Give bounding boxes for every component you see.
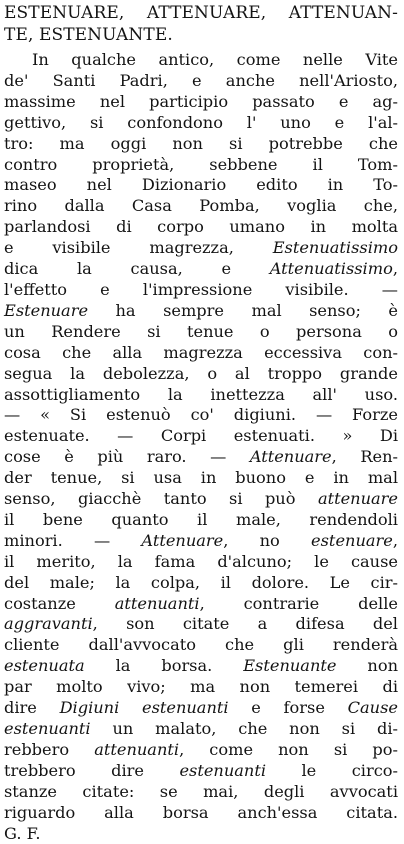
- body-text-run: gettivo, si confondono l' uno e l'al-: [4, 112, 398, 132]
- italic-term: Attenuare: [141, 530, 224, 550]
- entry-heading-line-2: TE, ESTENUANTE.: [4, 25, 173, 45]
- body-text-run: , come non si po-: [179, 739, 398, 759]
- body-line: [4, 594, 398, 615]
- body-line: [4, 322, 398, 343]
- entry-body-text: [4, 50, 398, 844]
- italic-term: attenuare: [317, 489, 398, 509]
- body-text-run: un Rendere si tenue o persona o: [4, 321, 398, 341]
- body-text-run: assottigliamento la inettezza all' uso.: [4, 384, 398, 404]
- italic-term: aggravanti: [4, 614, 93, 634]
- body-text-run: , no: [223, 530, 312, 550]
- body-text-run: rebbero: [4, 739, 95, 759]
- body-text-run: — « Si estenuò co' digiuni. — Forze: [4, 405, 398, 425]
- body-text-run: del male; la colpa, il dolore. Le cir-: [4, 572, 398, 592]
- body-text-run: massime nel participio passato e ag-: [4, 91, 398, 111]
- body-text-run: de' Santi Padri, e anche nell'Ariosto,: [4, 70, 398, 90]
- italic-term: Attenuatissimo: [269, 259, 393, 279]
- body-line: [4, 573, 398, 594]
- entry-heading: [4, 2, 398, 46]
- body-text-run: e forse: [228, 698, 348, 718]
- body-text-run: stanze citate: se mai, degli avvocati: [4, 781, 398, 801]
- body-text-run: cose è più raro. —: [4, 447, 250, 467]
- body-text-run: riguardo alla borsa anch'essa citata.: [4, 802, 398, 822]
- body-text-run: cosa che alla magrezza eccessiva con-: [4, 342, 398, 362]
- body-text-run: rino dalla Casa Pomba, voglia che,: [4, 196, 398, 216]
- body-line: [4, 92, 398, 113]
- body-text-run: der tenue, si usa in buono e in mal: [4, 468, 398, 488]
- body-text-run: segua la debolezza, o al troppo grande: [4, 363, 398, 383]
- body-text-run: il bene quanto il male, rendendoli: [4, 509, 398, 529]
- body-text-run: minori. —: [4, 530, 142, 550]
- entry-heading-line-1: ESTENUARE, ATTENUARE, ATTENUAN-: [4, 3, 398, 23]
- body-text-run: e visibile magrezza,: [4, 238, 273, 258]
- body-line: [4, 175, 398, 196]
- body-line: [4, 531, 398, 552]
- body-text-run: costanze: [4, 593, 115, 613]
- italic-term: Estenuatissimo: [272, 238, 398, 258]
- body-text-run: trebbero dire: [4, 760, 180, 780]
- body-line: [4, 740, 398, 761]
- body-line: [4, 824, 398, 844]
- body-text-run: contro proprietà, sebbene il Tom-: [4, 154, 398, 174]
- body-text-run: estenuate. — Corpi estenuati. » Di: [4, 426, 398, 446]
- body-text-run: ,: [392, 530, 398, 550]
- body-text-run: ha sempre mal senso; è: [88, 300, 398, 320]
- body-text-run: In qualche antico, come nelle Vite: [32, 50, 398, 69]
- body-line: [4, 719, 398, 740]
- italic-term: Attenuare: [249, 447, 332, 467]
- body-line: [4, 113, 398, 134]
- body-line: [4, 238, 398, 259]
- body-line: [4, 196, 398, 217]
- body-text-run: , contrarie delle: [199, 593, 398, 613]
- body-text-run: la borsa.: [84, 656, 244, 676]
- body-line: [4, 782, 398, 803]
- body-line: [4, 405, 398, 426]
- body-line: [4, 426, 398, 447]
- italic-term: attenuanti: [94, 739, 180, 759]
- body-text-run: dire: [4, 698, 60, 718]
- body-text-run: non: [336, 656, 398, 676]
- body-text-run: , Ren-: [331, 447, 398, 467]
- body-text-run: cliente dall'avvocato che gli renderà: [4, 635, 398, 655]
- body-line: [4, 50, 398, 71]
- italic-term: Cause: [347, 698, 398, 718]
- body-text-run: parlandosi di corpo umano in molta: [4, 217, 398, 237]
- body-line: [4, 217, 398, 238]
- body-line: [4, 510, 398, 531]
- body-line: [4, 656, 398, 677]
- italic-term: estenuanti: [4, 719, 91, 738]
- body-text-run: tro: ma oggi non si potrebbe che: [4, 133, 398, 153]
- body-text-run: il merito, la fama d'alcuno; le cause: [4, 551, 398, 571]
- body-line: [4, 280, 398, 301]
- body-text-run: l'effetto e l'impressione visibile. —: [4, 279, 398, 299]
- italic-term: Estenuare: [4, 300, 89, 320]
- italic-term: estenuare: [311, 530, 393, 550]
- body-line: [4, 155, 398, 176]
- body-line: [4, 489, 398, 510]
- body-line: [4, 552, 398, 573]
- body-line: [4, 447, 398, 468]
- body-text-run: senso, giacchè tanto si può: [4, 489, 318, 509]
- body-text-run: le circo-: [266, 760, 399, 780]
- body-line: [4, 635, 398, 656]
- body-text-run: ,: [392, 259, 398, 279]
- body-line: [4, 364, 398, 385]
- body-text-run: dica la causa, e: [4, 259, 270, 279]
- body-line: [4, 803, 398, 824]
- body-text-run: , son citate a difesa del: [92, 614, 398, 634]
- body-text-run: G. F.: [4, 823, 41, 843]
- body-line: [4, 343, 398, 364]
- italic-term: estenuata: [4, 656, 85, 676]
- italic-term: estenuanti: [179, 760, 267, 780]
- body-line: [4, 614, 398, 635]
- body-line: [4, 468, 398, 489]
- body-line: [4, 134, 398, 155]
- body-line: [4, 698, 398, 719]
- body-line: [4, 385, 398, 406]
- body-line: [4, 71, 398, 92]
- body-line: [4, 259, 398, 280]
- italic-term: attenuanti: [114, 593, 200, 613]
- body-text-run: un malato, che non si di-: [90, 719, 398, 738]
- body-text-run: par molto vivo; ma non temerei di: [4, 677, 398, 697]
- body-line: [4, 301, 398, 322]
- body-line: [4, 761, 398, 782]
- italic-term: Digiuni estenuanti: [59, 698, 229, 718]
- body-line: [4, 677, 398, 698]
- body-text-run: maseo nel Dizionario edito in To-: [4, 175, 398, 195]
- italic-term: Estenuante: [243, 656, 337, 676]
